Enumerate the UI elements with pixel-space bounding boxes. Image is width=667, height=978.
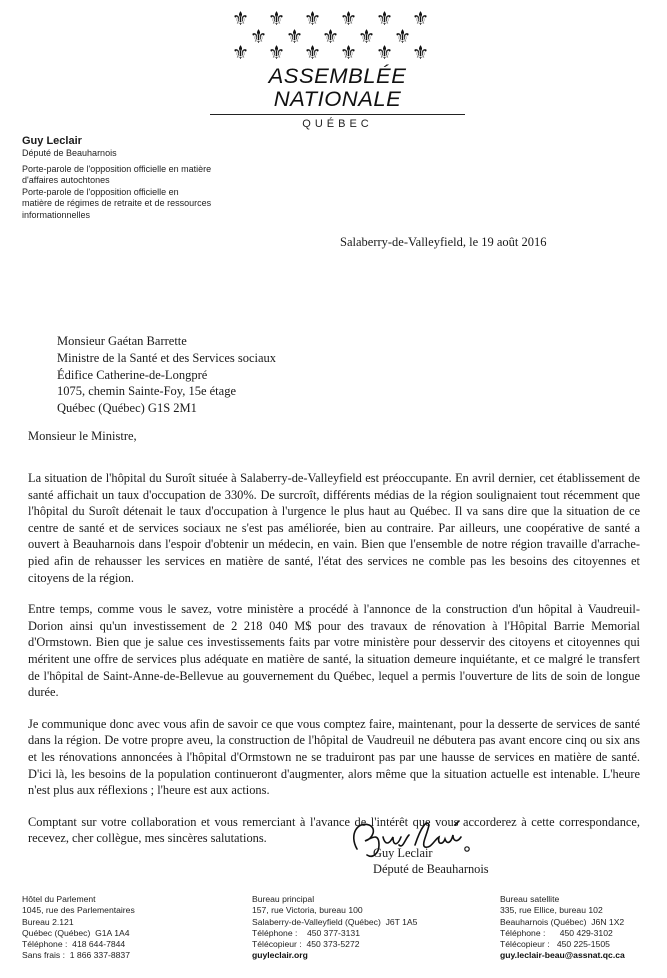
footer-line: Hôtel du Parlement bbox=[22, 894, 96, 904]
footer-line: Téléphone : 418 644-7844 bbox=[22, 939, 126, 950]
footer-line: Bureau satellite bbox=[500, 894, 560, 904]
footer-line: 335, rue Ellice, bureau 102 bbox=[500, 905, 603, 916]
fleur-de-lis-icon: ⚜ bbox=[286, 26, 304, 48]
footer-main-office bbox=[252, 894, 462, 962]
footer-line: Beauharnois (Québec) J6N 1X2 bbox=[500, 916, 625, 927]
letterhead-divider bbox=[210, 114, 465, 115]
body-paragraph: Je communique donc avec vous afin de savoir ce que vous comptez faire, maintenant, pour la desserte de services de santé dans la région. De votre propre aveu, la construction de l'hôpital de Vaudreuil ne débutera pas avant encore cinq ou six ans et les rénovations annoncées à l'hôpital d'Ormstown ne se traduiront pas par une hausse de services en matière de santé. D'ici là, les besoins de la population continueront d'augmenter, alors même que la situation actuelle est intenable. L'heure n'est plus aux réflexions ; l'heure est aux actions. bbox=[28, 716, 640, 798]
sender-role-line: Porte-parole de l'opposition officielle en bbox=[22, 186, 179, 197]
recipient-line: Monsieur Gaétan Barrette bbox=[57, 334, 187, 348]
footer-line: Sans frais : 1 866 337-8837 bbox=[22, 950, 130, 961]
fleur-de-lis-icon: ⚜ bbox=[376, 42, 394, 64]
recipient-line: Édifice Catherine-de-Longpré bbox=[57, 367, 208, 382]
fleur-de-lis-emblem bbox=[226, 8, 448, 63]
letterhead-brand bbox=[210, 64, 465, 131]
fleur-de-lis-icon: ⚜ bbox=[412, 42, 430, 64]
footer-line: 157, rue Victoria, bureau 100 bbox=[252, 905, 363, 916]
fleur-de-lis-icon: ⚜ bbox=[304, 42, 322, 64]
fleur-de-lis-icon: ⚜ bbox=[340, 8, 358, 30]
signature-title: Député de Beauharnois bbox=[373, 862, 489, 876]
footer-line: Télécopieur : 450 225-1505 bbox=[500, 939, 610, 950]
fleur-de-lis-icon: ⚜ bbox=[268, 42, 286, 64]
fleur-de-lis-icon: ⚜ bbox=[232, 8, 250, 30]
fleur-de-lis-icon: ⚜ bbox=[394, 26, 412, 48]
letterhead-subtitle: QUÉBEC bbox=[302, 118, 373, 130]
fleur-de-lis-icon: ⚜ bbox=[304, 8, 322, 30]
sender-role-line: d'affaires autochtones bbox=[22, 175, 110, 185]
footer-line: Télécopieur : 450 373-5272 bbox=[252, 939, 360, 950]
footer-line: Téléphone : 450 429-3102 bbox=[500, 927, 613, 938]
body-paragraph: Comptant sur votre collaboration et vous remerciant à l'avance de l'intérêt que vous accorderez à cette correspondance, recevez, cher collègue, mes sincères salutations. bbox=[28, 814, 640, 846]
fleur-de-lis-icon: ⚜ bbox=[376, 8, 394, 30]
footer-email-link[interactable]: guy.leclair-beau@assnat.qc.ca bbox=[500, 950, 625, 961]
salutation: Monsieur le Ministre, bbox=[28, 429, 137, 443]
footer-line: Salaberry-de-Valleyfield (Québec) J6T 1A5 bbox=[252, 916, 418, 927]
fleur-de-lis-icon: ⚜ bbox=[358, 26, 376, 48]
recipient-address bbox=[57, 333, 357, 417]
sender-name: Guy Leclair bbox=[22, 135, 82, 147]
fleur-de-lis-icon: ⚜ bbox=[340, 42, 358, 64]
recipient-line: Ministre de la Santé et des Services sociaux bbox=[57, 350, 277, 365]
letter-body bbox=[28, 470, 640, 862]
fleur-de-lis-icon: ⚜ bbox=[322, 26, 340, 48]
fleur-de-lis-icon: ⚜ bbox=[232, 42, 250, 64]
recipient-line: Québec (Québec) G1S 2M1 bbox=[57, 401, 197, 416]
footer-parliament-office bbox=[22, 894, 222, 962]
fleur-de-lis-icon: ⚜ bbox=[268, 8, 286, 30]
fleur-de-lis-icon: ⚜ bbox=[412, 8, 430, 30]
sender-role-line: Porte-parole de l'opposition officielle en matière bbox=[22, 163, 212, 174]
sender-role-line: informationnelles bbox=[22, 209, 91, 220]
letterhead-name: ASSEMBLÉE NATIONALE bbox=[268, 64, 407, 111]
sender-title: Député de Beauharnois bbox=[22, 148, 117, 158]
footer-satellite-office bbox=[500, 894, 665, 962]
body-paragraph: La situation de l'hôpital du Suroît située à Salaberry-de-Valleyfield est préoccupante. En avril dernier, cet établissement de santé affichait un taux d'occupation de 330%. De surcroît, différents médias de la région soulignaient tout récemment que l'hôpital du Suroît détenait le taux d'occupation à l'urgence le plus haut au Québec. Il va sans dire que la situation de ce centre de santé et de services sociaux ne s'est pas améliorée, bien au contraire. Par ailleurs, une coopérative de santé a ouvert à Beauharnois dans l'espoir d'obtenir un médecin, en vain. Bien que l'ensemble de notre région travaille d'arrache-pied afin de rehausser les services en matière de santé, l'état des services ne comble pas les besoins des citoyennes et citoyens de la région. bbox=[28, 471, 640, 585]
letter-date: Salaberry-de-Valleyfield, le 19 août 2016 bbox=[340, 235, 547, 249]
signature-name: Guy Leclair bbox=[373, 846, 433, 860]
fleur-de-lis-icon: ⚜ bbox=[250, 26, 268, 48]
footer-website-link[interactable]: guyleclair.org bbox=[252, 950, 308, 961]
footer-line: 1045, rue des Parlementaires bbox=[22, 905, 135, 916]
footer-line: Téléphone : 450 377-3131 bbox=[252, 927, 360, 938]
sender-role-line: matière de régimes de retraite et de ressources bbox=[22, 198, 212, 208]
footer-line: Bureau 2.121 bbox=[22, 916, 74, 927]
body-paragraph: Entre temps, comme vous le savez, votre ministère a procédé à l'annonce de la construction d'un hôpital à Vaudreuil-Dorion ainsi qu'un investissement de 2 218 040 M$ pour des travaux de rénovation à l'Hôpital Barrie Memorial d'Ormstown. Bien que je salue ces investissements faits par votre ministère pour desservir des citoyens et citoyennes qui méritent une offre de services plus adéquate en matière de santé, la situation demeure inquiétante, et ce malgré le transfert de l'hôpital de Saint-Anne-de-Bellevue au gouvernement du Québec, lequel a permis l'ouverture de lits de soin de longue durée. bbox=[28, 602, 640, 700]
footer-line: Bureau principal bbox=[252, 894, 315, 904]
recipient-line: 1075, chemin Sainte-Foy, 15e étage bbox=[57, 384, 237, 399]
footer-line: Québec (Québec) G1A 1A4 bbox=[22, 927, 130, 938]
sender-block bbox=[22, 134, 262, 221]
